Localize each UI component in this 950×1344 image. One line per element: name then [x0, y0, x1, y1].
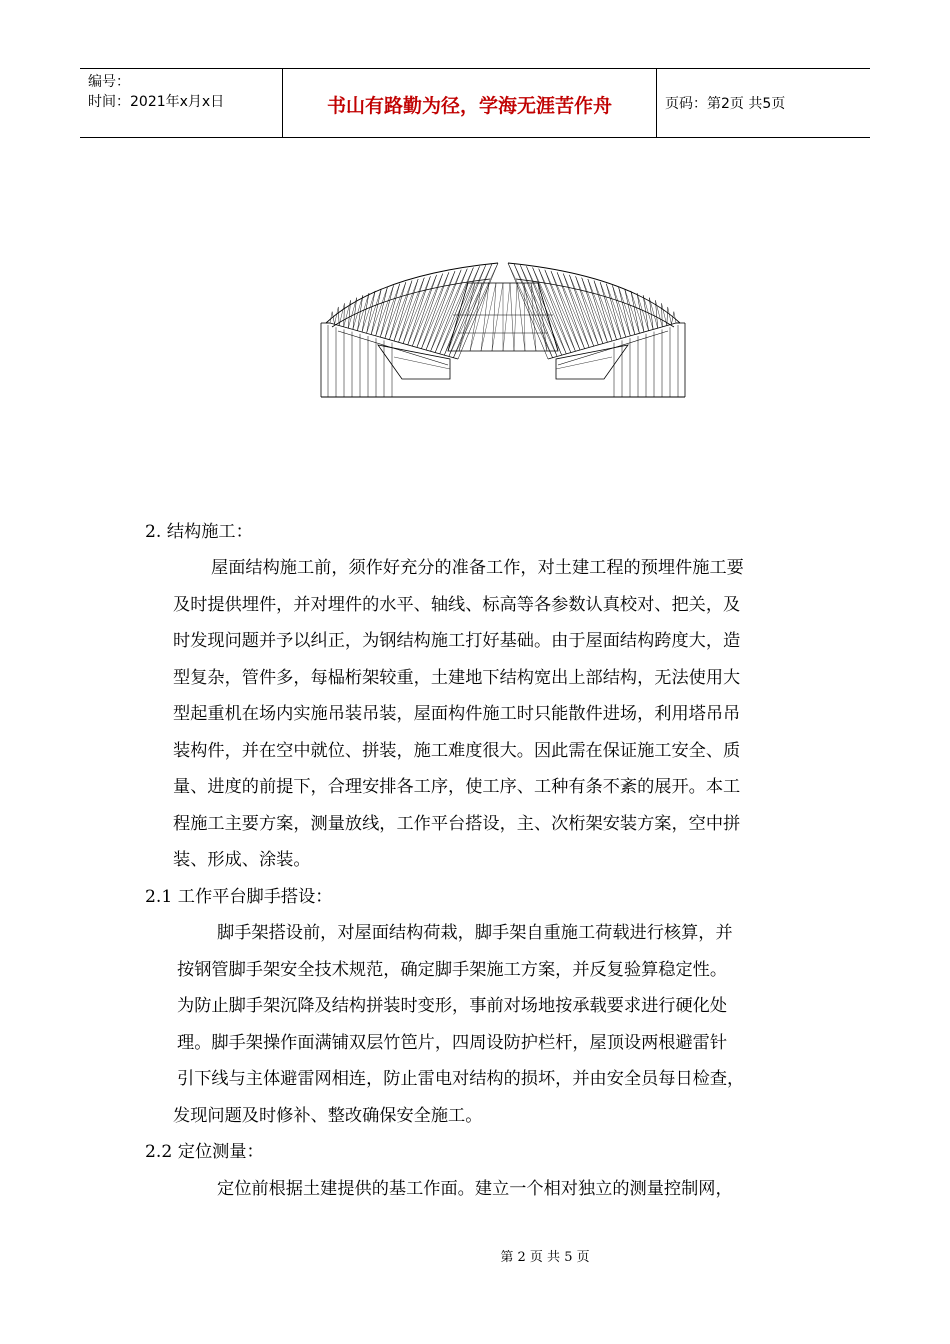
- paragraph-line: 型起重机在场内实施吊装吊装，屋面构件施工时只能散件进场，利用塔吊吊: [173, 704, 741, 724]
- paragraph-line: 定位前根据土建提供的基工作面。建立一个相对独立的测量控制网，: [217, 1179, 733, 1199]
- paragraph-line: 发现问题及时修补、整改确保安全施工。: [173, 1106, 483, 1126]
- header-time-label: 时间：2021年x月x日: [88, 94, 225, 110]
- paragraph-line: 理。脚手架操作面满铺双层竹笆片，四周设防护栏杆，屋顶设两根避雷针: [177, 1033, 728, 1053]
- header-page-info: 页码：第2页 共5页: [665, 96, 786, 112]
- header-motto: 书山有路勤为径，学海无涯苦作舟: [283, 69, 657, 137]
- paragraph-line: 及时提供埋件，并对埋件的水平、轴线、标高等各参数认真校对、把关，及: [173, 595, 741, 615]
- paragraph-line: 为防止脚手架沉降及结构拼装时变形，事前对场地按承载要求进行硬化处: [177, 996, 728, 1016]
- section-heading-2-1: 2.1 工作平台脚手搭设：: [145, 887, 333, 907]
- paragraph-line: 时发现问题并予以纠正，为钢结构施工打好基础。由于屋面结构跨度大，造: [173, 631, 741, 651]
- paragraph-line: 装、形成、涂装。: [173, 850, 311, 870]
- header-number-label: 编号：: [88, 74, 130, 90]
- paragraph-line: 引下线与主体避雷网相连，防止雷电对结构的损坏，并由安全员每日检查，: [177, 1069, 745, 1089]
- header-meta: [80, 69, 283, 137]
- section-heading-2: 2. 结构施工：: [145, 522, 253, 542]
- paragraph-line: 脚手架搭设前，对屋面结构荷栽，脚手架自重施工荷载进行核算，并: [217, 923, 733, 943]
- paragraph-line: 屋面结构施工前，须作好充分的准备工作，对土建工程的预埋件施工要: [211, 558, 744, 578]
- paragraph-line: 型复杂，管件多，每榀桁架较重，土建地下结构宽出上部结构，无法使用大: [173, 668, 741, 688]
- page-header: [80, 68, 870, 138]
- page-footer: [0, 1246, 950, 1265]
- paragraph-line: 装构件，并在空中就位、拼装，施工难度很大。因此需在保证施工安全、质: [173, 741, 741, 761]
- paragraph-line: 程施工主要方案，测量放线，工作平台搭设，主、次桁架安装方案，空中拼: [173, 814, 741, 834]
- footer-page-number: 第 2 页 共 5 页: [500, 1250, 590, 1265]
- paragraph-line: 按钢管脚手架安全技术规范，确定脚手架施工方案，并反复验算稳定性。: [177, 960, 728, 980]
- roof-truss-figure: [318, 255, 688, 400]
- paragraph-line: 量、进度的前提下，合理安排各工序，使工序、工种有条不紊的展开。本工: [173, 777, 741, 797]
- section-heading-2-2: 2.2 定位测量：: [145, 1142, 264, 1162]
